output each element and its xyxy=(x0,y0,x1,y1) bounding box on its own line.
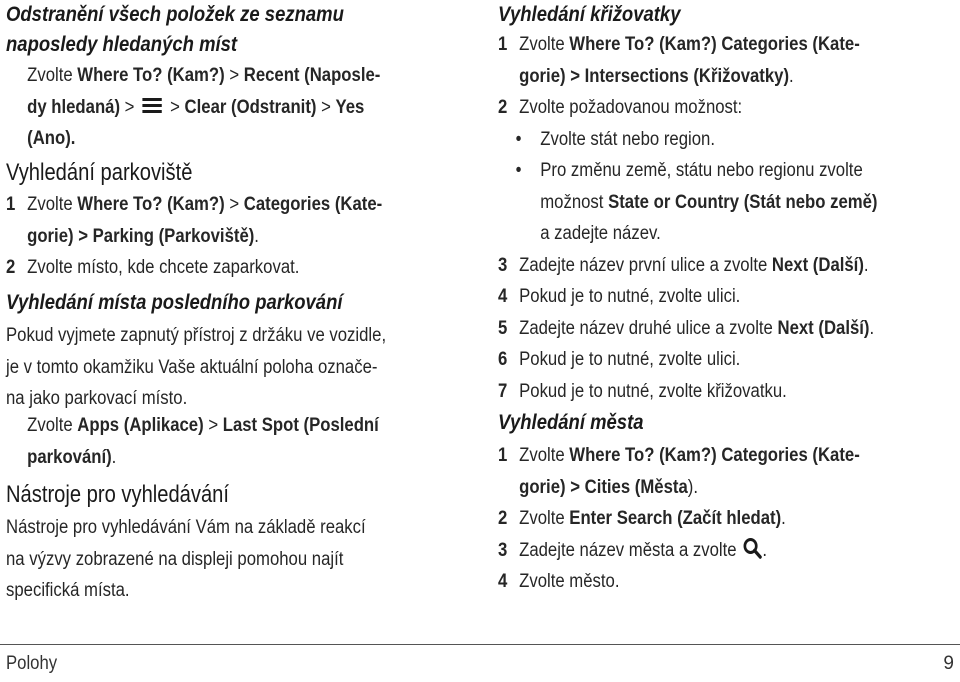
body-line: je v tomto okamžiku Vaše aktuální poloha označe- xyxy=(6,356,378,378)
next-label: Next (Další) xyxy=(771,254,864,276)
city-title: Vyhledání města xyxy=(498,411,644,434)
intersection-step-2 xyxy=(498,92,878,124)
text: ). xyxy=(687,476,698,498)
step-number: 2 xyxy=(498,508,508,529)
text: Pokud je to nutné, zvolte ulici. xyxy=(519,349,741,370)
step-number: 1 xyxy=(6,194,16,215)
city-step-4 xyxy=(498,566,860,598)
recent-label-cont: dy hledaná) xyxy=(27,96,121,118)
separator: > xyxy=(316,96,336,118)
text: Zvolte xyxy=(519,508,570,529)
intersection-steps xyxy=(498,29,929,407)
cities-label: gorie) > Cities (Města xyxy=(519,476,688,498)
text: . xyxy=(254,225,259,247)
city-step-3 xyxy=(498,535,860,567)
parking-label: gorie) > Parking (Parkoviště) xyxy=(27,225,255,247)
footer-divider xyxy=(0,644,960,645)
intersection-step-6 xyxy=(498,344,878,376)
text: Zadejte název první ulice a zvolte xyxy=(519,254,772,276)
tools-body xyxy=(6,512,415,607)
clear-recent-step xyxy=(6,60,431,155)
search-icon xyxy=(743,537,762,559)
where-to-label: Where To? (Kam?) xyxy=(77,194,225,215)
parking-step-2 xyxy=(6,252,382,284)
step-number: 1 xyxy=(498,34,508,55)
step-number: 1 xyxy=(498,445,508,466)
text: Zvolte město. xyxy=(519,571,620,592)
enter-search-label: Enter Search (Začít hledat) xyxy=(569,508,782,529)
step-number: 3 xyxy=(498,254,508,276)
city-step-1 xyxy=(498,440,860,472)
text: . xyxy=(863,254,869,276)
text: Zadejte název druhé ulice a zvolte xyxy=(519,317,778,339)
bullet-item-cont xyxy=(498,187,878,219)
bullet-marker: • xyxy=(515,160,522,181)
step-number: 6 xyxy=(498,349,508,370)
intersection-title: Vyhledání křižovatky xyxy=(498,3,681,26)
intersection-step-5 xyxy=(498,313,878,345)
last-parking-title: Vyhledání místa posledního parkování xyxy=(6,291,343,314)
intersection-step-4 xyxy=(498,281,878,313)
separator: > xyxy=(224,65,244,86)
step-line xyxy=(6,60,380,92)
step-number: 7 xyxy=(498,380,508,402)
clear-recent-title-line1: Odstranění všech položek ze seznamu xyxy=(6,3,344,26)
yes-label-cont: (Ano). xyxy=(27,128,76,149)
text: . xyxy=(869,317,875,339)
menu-icon xyxy=(143,96,162,114)
text: Zvolte stát nebo region. xyxy=(540,128,715,150)
intersection-step-7 xyxy=(498,376,878,408)
last-spot-label: Last Spot (Poslední xyxy=(222,415,379,436)
body-line: Nástroje pro vyhledávání Vám na základě reakcí xyxy=(6,517,366,538)
bullet-marker: • xyxy=(515,128,522,150)
last-spot-label-cont: parkování) xyxy=(27,446,112,468)
text: Zvolte xyxy=(519,34,570,55)
body-line: specifická místa. xyxy=(6,580,130,601)
tools-heading: Nástroje pro vyhledávání xyxy=(6,481,230,508)
categories-label: Categories (Kate- xyxy=(243,194,383,215)
parking-step-1 xyxy=(6,189,382,221)
where-to-label: Where To? (Kam?) xyxy=(569,34,717,55)
text: Zadejte název města a zvolte xyxy=(519,539,742,561)
intersections-label: gorie) > Intersections (Křižovatky) xyxy=(519,65,790,87)
step-number: 4 xyxy=(498,286,508,307)
step-number: 4 xyxy=(498,571,508,592)
text: Zvolte požadovanou možnost: xyxy=(519,97,743,118)
city-step-1-cont xyxy=(498,472,860,504)
step-number: 3 xyxy=(498,539,508,561)
yes-label: Yes xyxy=(335,96,365,118)
clear-label: Clear (Odstranit) xyxy=(184,96,317,118)
parking-heading: Vyhledání parkoviště xyxy=(6,159,193,186)
step-number: 5 xyxy=(498,317,508,339)
text: . xyxy=(789,65,794,87)
bullet-item-cont xyxy=(498,218,878,250)
page-number: 9 xyxy=(943,653,954,674)
text: možnost xyxy=(540,191,609,213)
text: Zvolte xyxy=(27,415,78,436)
step-line xyxy=(6,92,380,124)
clear-recent-title-line2: naposledy hledaných míst xyxy=(6,33,238,56)
city-steps xyxy=(498,440,909,598)
apps-label: Apps (Aplikace) xyxy=(77,415,204,436)
body-line: Pokud vyjmete zapnutý přístroj z držáku ve vozidle, xyxy=(6,325,387,346)
step-number: 2 xyxy=(498,97,508,118)
text: Pokud je to nutné, zvolte ulici. xyxy=(519,286,741,307)
intersection-step-1 xyxy=(498,29,878,61)
text: . xyxy=(762,539,768,561)
text: Zvolte xyxy=(27,194,78,215)
step-line xyxy=(6,410,379,442)
text: . xyxy=(781,508,786,529)
parking-step-1-cont xyxy=(6,221,382,253)
intersection-step-3 xyxy=(498,250,878,282)
last-parking-step xyxy=(6,410,430,473)
recent-label: Recent (Naposle- xyxy=(243,65,381,86)
text: Zvolte xyxy=(519,445,570,466)
state-or-country-label: State or Country (Stát nebo země) xyxy=(608,191,878,213)
step-line xyxy=(6,442,379,474)
body-line: na jako parkovací místo. xyxy=(6,388,188,409)
separator: > xyxy=(203,415,223,436)
last-parking-body xyxy=(6,320,438,415)
parking-steps xyxy=(6,189,434,284)
text: Pro změnu země, státu nebo regionu zvolte xyxy=(540,160,863,181)
step-number: 2 xyxy=(6,257,16,278)
step-line xyxy=(6,123,380,155)
clear-recent-section xyxy=(6,0,390,60)
where-to-label: Where To? (Kam?) xyxy=(77,65,225,86)
separator: > xyxy=(224,194,244,215)
text: Pokud je to nutné, zvolte křižovatku. xyxy=(519,380,787,402)
categories-label: Categories (Kate- xyxy=(721,34,860,55)
body-line: na výzvy zobrazené na displeji pomohou najít xyxy=(6,548,344,570)
text: Zvolte místo, kde chcete zaparkovat. xyxy=(27,257,300,278)
text: a zadejte název. xyxy=(540,223,661,244)
where-to-label: Where To? (Kam?) xyxy=(569,445,717,466)
intersection-step-1-cont xyxy=(498,61,878,93)
separator: > xyxy=(120,96,140,118)
bullet-item xyxy=(498,124,878,156)
next-label: Next (Další) xyxy=(777,317,870,339)
separator: > xyxy=(165,96,185,118)
city-step-2 xyxy=(498,503,860,535)
footer-section-name: Polohy xyxy=(6,653,58,674)
text: . xyxy=(111,446,117,468)
text: Zvolte xyxy=(27,65,78,86)
categories-label: Categories (Kate- xyxy=(721,445,860,466)
bullet-item xyxy=(498,155,878,187)
